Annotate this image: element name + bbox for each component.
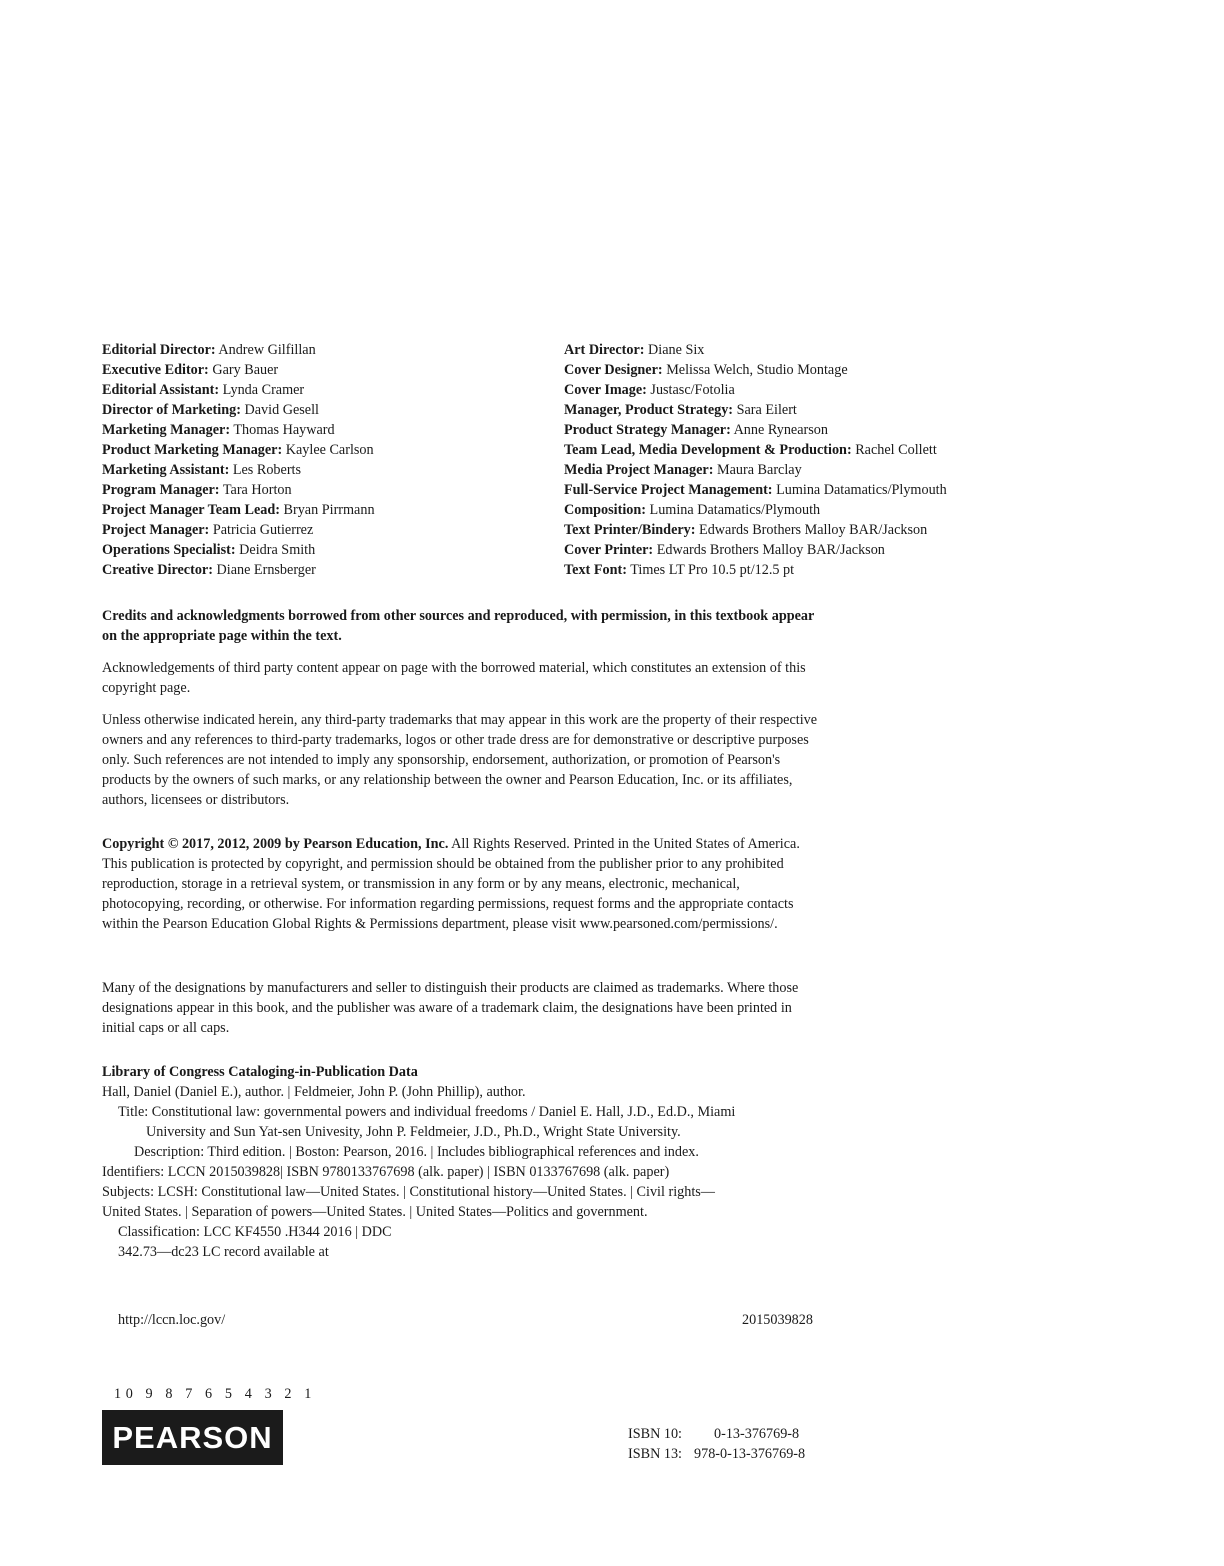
- credit-role: Art Director:: [564, 342, 645, 358]
- credit-row: [564, 540, 1024, 560]
- credits-right-column: [564, 340, 1024, 580]
- credits-left-column: [102, 340, 542, 580]
- credit-row: [564, 420, 1024, 440]
- credit-role: Manager, Product Strategy:: [564, 402, 734, 418]
- credit-role: Media Project Manager:: [564, 462, 714, 478]
- cip-subjects-cont: United States. | Separation of powers—United States. | United States—Politics and government.: [102, 1204, 648, 1220]
- credit-role: Project Manager Team Lead:: [102, 502, 280, 518]
- credit-row: [102, 500, 542, 520]
- credit-row: [564, 440, 1024, 460]
- credit-row: [102, 540, 542, 560]
- cip-heading: Library of Congress Cataloging-in-Publication Data: [102, 1064, 418, 1080]
- credits-notice-text: Credits and acknowledgments borrowed from other sources and reproduced, with permission, in this textbook appear on the appropriate page within the text.: [102, 608, 815, 644]
- credit-name: Thomas Hayward: [233, 422, 335, 438]
- credit-row: [102, 520, 542, 540]
- credit-row: [564, 520, 1024, 540]
- credit-role: Cover Designer:: [564, 362, 663, 378]
- credit-name: Tara Horton: [222, 482, 292, 498]
- credit-role: Product Strategy Manager:: [564, 422, 731, 438]
- designations-notice: [102, 978, 822, 1038]
- credit-role: Team Lead, Media Development & Production:: [564, 442, 852, 458]
- isbn10-label: ISBN 10:: [628, 1426, 682, 1442]
- credit-name: Gary Bauer: [212, 362, 279, 378]
- credit-role: Marketing Assistant:: [102, 462, 230, 478]
- credit-row: [102, 400, 542, 420]
- credit-name: Lynda Cramer: [222, 382, 305, 398]
- credit-name: Diane Ernsberger: [216, 562, 316, 578]
- acknowledgements: [102, 658, 822, 698]
- credit-role: Composition:: [564, 502, 646, 518]
- credit-row: [564, 480, 1024, 500]
- credit-name: Maura Barclay: [716, 462, 802, 478]
- isbn10-value: 0-13-376769-8: [714, 1426, 800, 1442]
- copyright-bold: Copyright © 2017, 2012, 2009 by Pearson Education, Inc.: [102, 836, 449, 852]
- pearson-logo: PEARSON: [102, 1410, 283, 1465]
- credit-role: Text Font:: [564, 562, 627, 578]
- credit-row: [564, 500, 1024, 520]
- trademarks-notice-text: Unless otherwise indicated herein, any third-party trademarks that may appear in this work are the property of their respective owners and any references to third-party trademarks, logos or other trade dress are for demonstrative or descriptive purposes only. Such references are not intended to imply any sponsorship, endorsement, authorization, or promotion of Pearson's products by the owners of such marks, or any relationship between the owner and Pearson Education, Inc. or its affiliates, authors, licensees or distributors.: [102, 712, 818, 808]
- credits-notice: [102, 606, 822, 646]
- cip-classification: Classification: LCC KF4550 .H344 2016 | DDC: [118, 1224, 392, 1240]
- credit-name: Times LT Pro 10.5 pt/12.5 pt: [630, 562, 795, 578]
- credit-role: Full-Service Project Management:: [564, 482, 773, 498]
- credit-role: Cover Image:: [564, 382, 647, 398]
- credit-name: Edwards Brothers Malloy BAR/Jackson: [699, 522, 928, 538]
- credit-row: [564, 460, 1024, 480]
- cip-title-cont: University and Sun Yat-sen Univesity, John P. Feldmeier, J.D., Ph.D., Wright State University.: [146, 1124, 681, 1140]
- cip-author: Hall, Daniel (Daniel E.), author. | Feldmeier, John P. (John Phillip), author.: [102, 1084, 526, 1100]
- credit-name: David Gesell: [244, 402, 319, 418]
- credit-role: Cover Printer:: [564, 542, 654, 558]
- lccn-url: http://lccn.loc.gov/: [118, 1312, 226, 1328]
- copyright-text: All Rights Reserved. Printed in the United States of America. This publication is protected by copyright, and permission should be obtained from the publisher prior to any prohibited reproduction, storage in a retrieval system, or transmission in any form or by any means, electronic, mechanical, photocopying, recording, or otherwise. For information regarding permissions, request forms and the appropriate contacts within the Pearson Education Global Rights & Permissions department, please visit www.pearsoned.com/permissions/.: [102, 836, 800, 932]
- credit-row: [102, 360, 542, 380]
- acknowledgements-text: Acknowledgements of third party content appear on page with the borrowed material, which constitutes an extension of this copyright page.: [102, 660, 806, 696]
- credit-row: [564, 340, 1024, 360]
- credit-name: Anne Rynearson: [733, 422, 828, 438]
- credit-row: [102, 480, 542, 500]
- isbn-block: [628, 1424, 805, 1464]
- credit-name: Andrew Gilfillan: [218, 342, 316, 358]
- credit-role: Operations Specialist:: [102, 542, 236, 558]
- print-line: 10 9 8 7 6 5 4 3 2 1: [114, 1386, 316, 1402]
- credit-row: [102, 420, 542, 440]
- cip-classification-cont: 342.73—dc23 LC record available at: [118, 1244, 329, 1260]
- credit-row: [102, 380, 542, 400]
- designations-text: Many of the designations by manufacturers and seller to distinguish their products are claimed as trademarks. Where those designations appear in this book, and the publisher was aware of a trademark claim, the designations have been printed in initial caps or all caps.: [102, 980, 799, 1036]
- credit-name: Diane Six: [648, 342, 705, 358]
- lccn-number: 2015039828: [742, 1312, 813, 1328]
- credit-name: Melissa Welch, Studio Montage: [666, 362, 848, 378]
- credit-row: [102, 440, 542, 460]
- credit-row: [102, 560, 542, 580]
- credit-role: Editorial Assistant:: [102, 382, 220, 398]
- credit-row: [564, 380, 1024, 400]
- credit-role: Editorial Director:: [102, 342, 216, 358]
- credit-name: Kaylee Carlson: [285, 442, 374, 458]
- credit-role: Executive Editor:: [102, 362, 209, 378]
- credit-role: Program Manager:: [102, 482, 220, 498]
- credit-name: Deidra Smith: [239, 542, 316, 558]
- credit-name: Les Roberts: [232, 462, 302, 478]
- isbn13-value: 978-0-13-376769-8: [694, 1446, 806, 1462]
- credit-row: [564, 560, 1024, 580]
- credit-row: [564, 400, 1024, 420]
- copyright-notice: [102, 834, 822, 934]
- credit-name: Lumina Datamatics/Plymouth: [649, 502, 821, 518]
- trademarks-notice: [102, 710, 822, 810]
- isbn13-label: ISBN 13:: [628, 1446, 682, 1462]
- credit-row: [564, 360, 1024, 380]
- credit-name: Bryan Pirrmann: [283, 502, 375, 518]
- credit-name: Lumina Datamatics/Plymouth: [776, 482, 947, 498]
- credit-role: Marketing Manager:: [102, 422, 231, 438]
- credit-role: Product Marketing Manager:: [102, 442, 283, 458]
- credit-role: Text Printer/Bindery:: [564, 522, 696, 538]
- credit-name: Sara Eilert: [736, 402, 797, 418]
- credit-row: [102, 460, 542, 480]
- cip-data: [102, 1062, 862, 1262]
- credit-role: Creative Director:: [102, 562, 213, 578]
- credit-name: Justasc/Fotolia: [650, 382, 735, 398]
- cip-title: Title: Constitutional law: governmental powers and individual freedoms / Daniel E. Hall, J.D., Ed.D., Miami: [118, 1104, 736, 1120]
- credit-row: [102, 340, 542, 360]
- credit-name: Edwards Brothers Malloy BAR/Jackson: [656, 542, 885, 558]
- credit-name: Patricia Gutierrez: [212, 522, 314, 538]
- cip-identifiers: Identifiers: LCCN 2015039828| ISBN 9780133767698 (alk. paper) | ISBN 0133767698 (alk. paper): [102, 1164, 670, 1180]
- cip-description: Description: Third edition. | Boston: Pearson, 2016. | Includes bibliographical references and index.: [134, 1144, 699, 1160]
- credit-role: Project Manager:: [102, 522, 210, 538]
- credit-name: Rachel Collett: [855, 442, 937, 458]
- cip-subjects: Subjects: LCSH: Constitutional law—United States. | Constitutional history—United States. | Civil rights—: [102, 1184, 715, 1200]
- credit-role: Director of Marketing:: [102, 402, 241, 418]
